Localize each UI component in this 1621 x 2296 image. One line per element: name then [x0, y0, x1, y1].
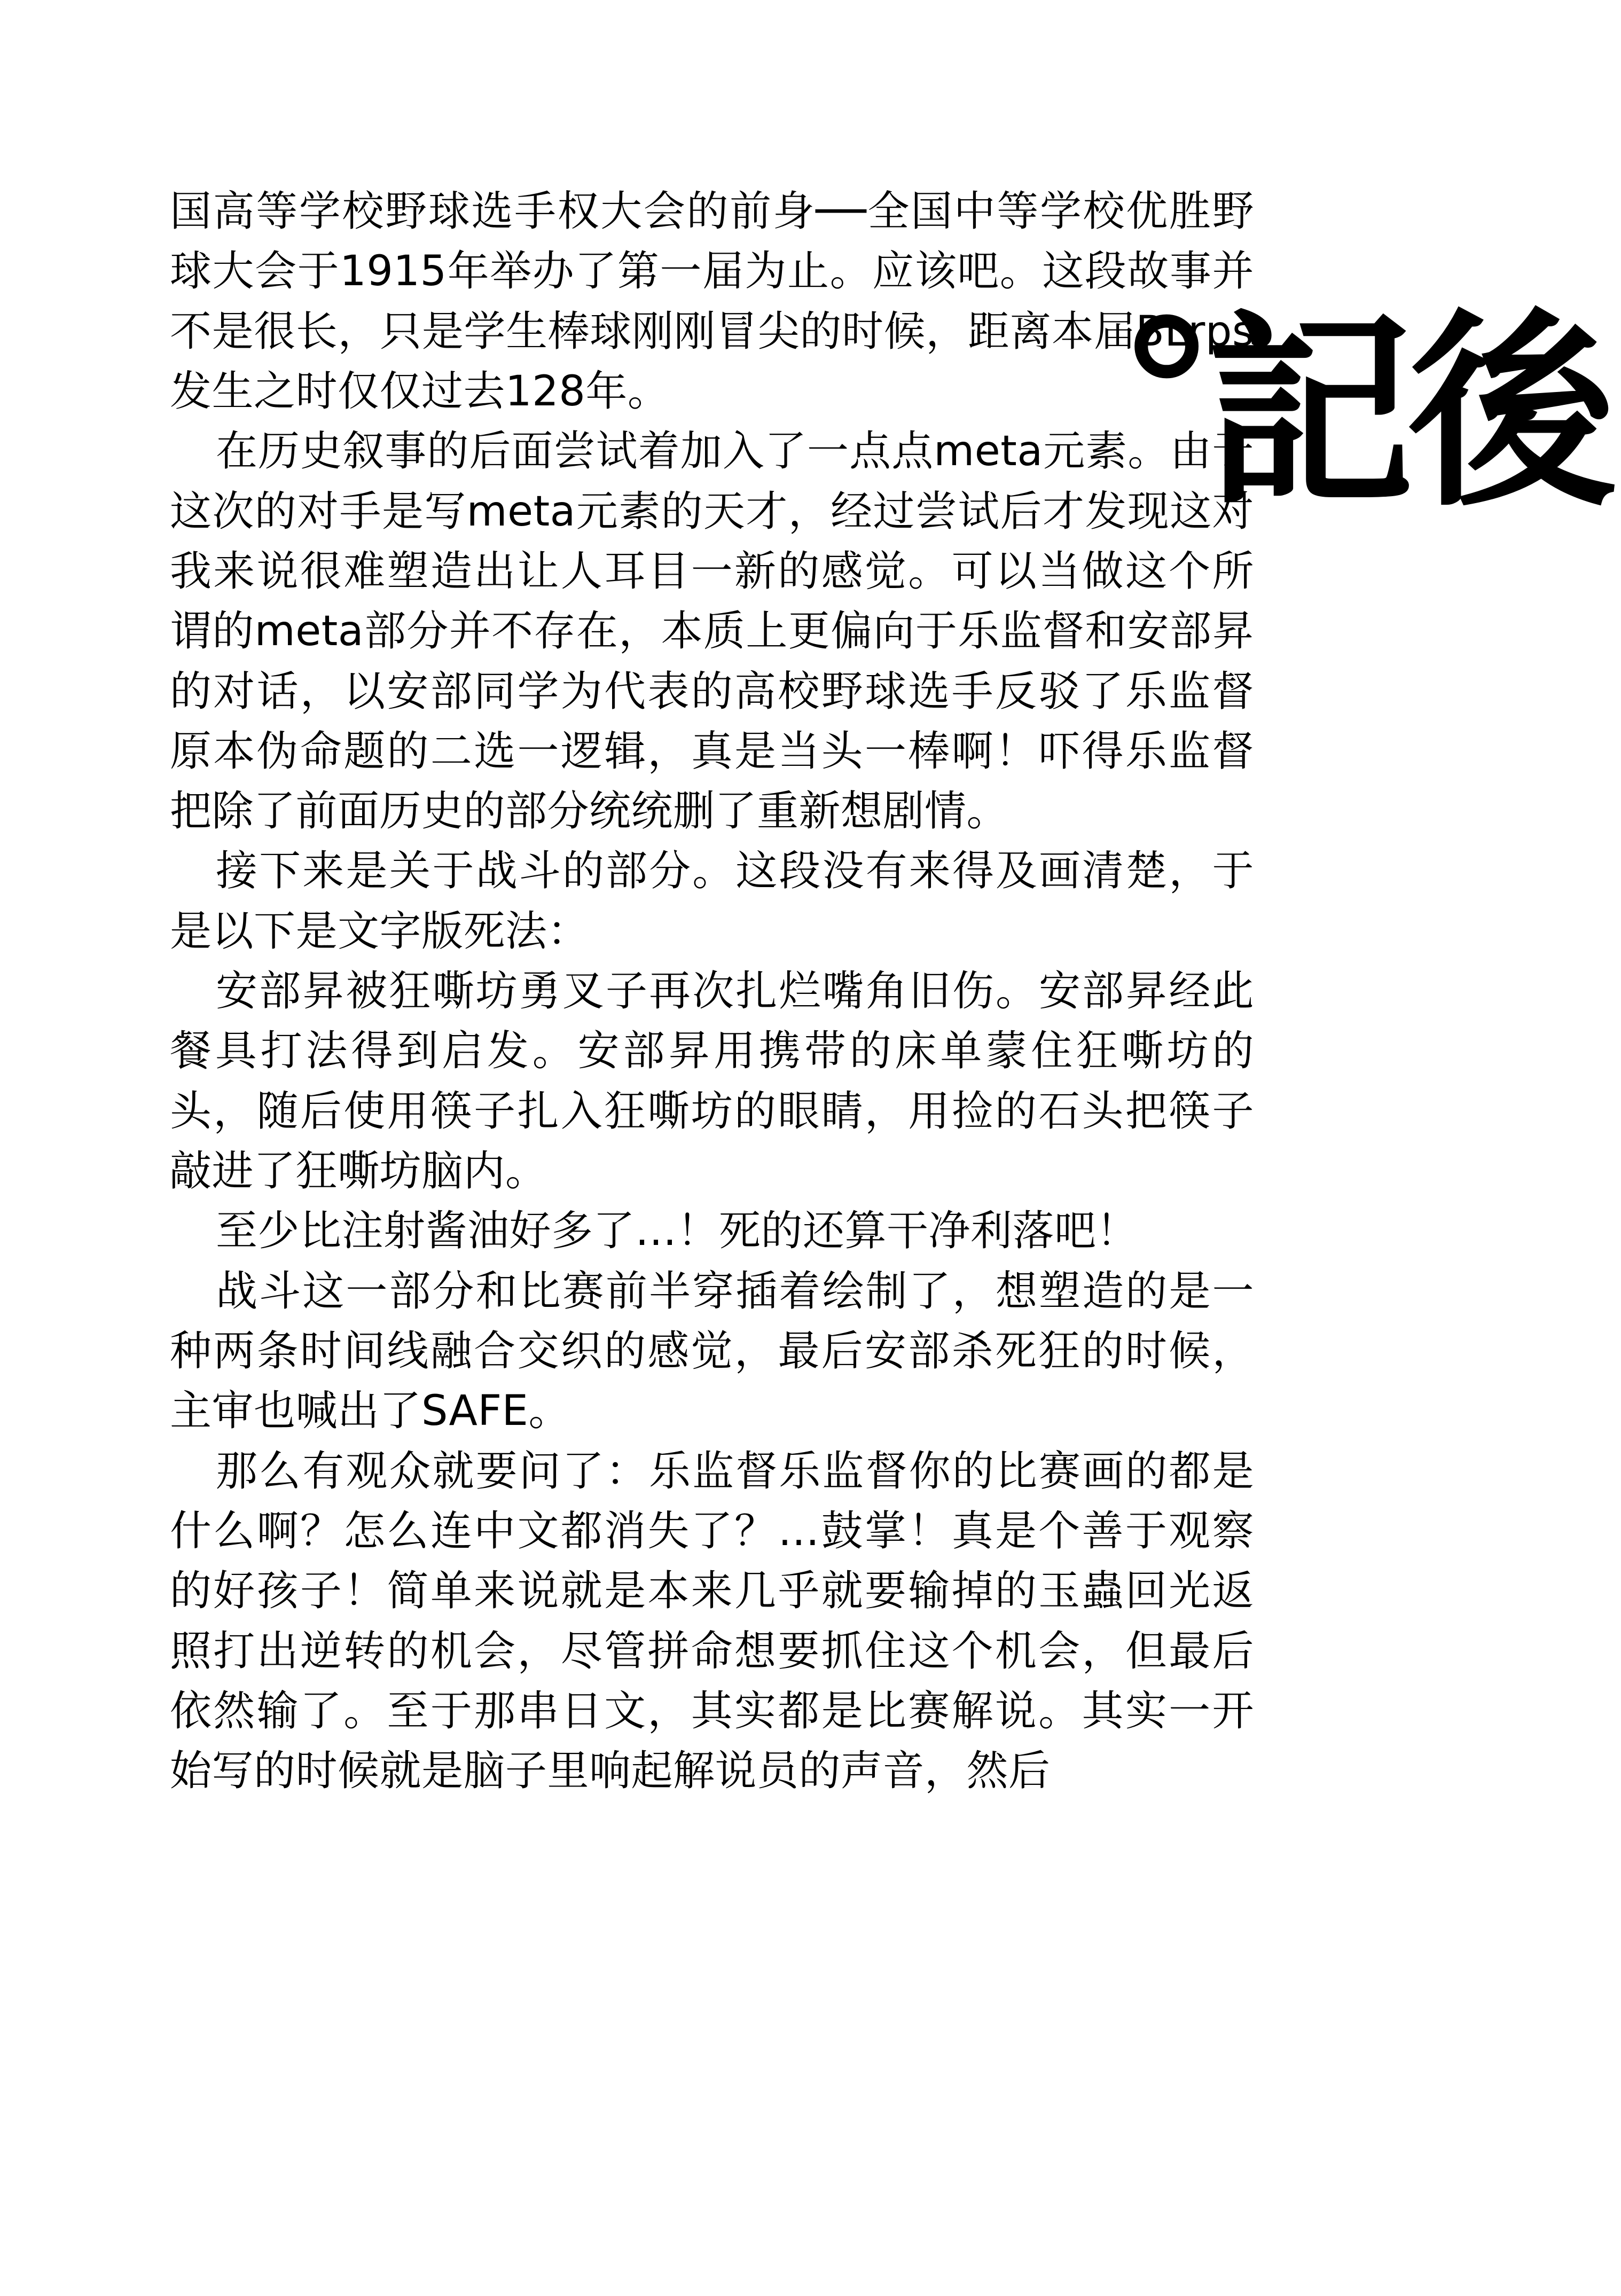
paragraph-7: 那么有观众就要问了：乐监督乐监督你的比赛画的都是什么啊？怎么连中文都消失了？…鼓掌！真是个善于观察的好孩子！简单来说就是本来几乎就要输掉的玉蟲回光返照打出逆转的机会，尽管拼命想要抓住这个机会，但最后依然输了。至于那串日文，其实都是比赛解说。其实一开始写的时候就是脑子里响起解说员的声音，然后	[170, 1447, 1254, 1796]
afterword-body	[170, 182, 1254, 1801]
title-char-2: 記	[1171, 302, 1414, 510]
paragraph-1: 国高等学校野球选手权大会的前身──全国中等学校优胜野球大会于1915年举办了第一届为止。应该吧。这段故事并不是很长，只是学生棒球刚刚冒尖的时候，距离本届BLrps发生之时仅仅过去128年。	[170, 187, 1254, 416]
paragraph-4: 安部昇被狂嘶坊勇叉子再次扎烂嘴角旧伤。安部昇经此餐具打法得到启发。安部昇用携带的床单蒙住狂嘶坊的头，随后使用筷子扎入狂嘶坊的眼睛，用捡的石头把筷子敲进了狂嘶坊脑内。	[170, 967, 1254, 1195]
paragraph-2: 在历史叙事的后面尝试着加入了一点点meta元素。由于这次的对手是写meta元素的天才，经过尝试后才发现这对我来说很难塑造出让人耳目一新的感觉。可以当做这个所谓的meta部分并不存在，本质上更偏向于乐监督和安部昇的对话，以安部同学为代表的高校野球选手反驳了乐监督原本伪命题的二选一逻辑，真是当头一棒啊！吓得乐监督把除了前面历史的部分统统删了重新想剧情。	[170, 427, 1254, 836]
title-char-3: 。	[969, 302, 1212, 510]
paragraph-5: 至少比注射酱油好多了…！死的还算干净利落吧！	[216, 1207, 1139, 1256]
page-title-vertical	[969, 5, 1616, 806]
title-char-1: 後	[1373, 302, 1616, 510]
paragraph-6: 战斗这一部分和比赛前半穿插着绘制了，想塑造的是一种两条时间线融合交织的感觉，最后安部杀死狂的时候，主审也喊出了SAFE。	[170, 1267, 1254, 1436]
paragraph-3: 接下来是关于战斗的部分。这段没有来得及画清楚，于是以下是文字版死法：	[170, 847, 1254, 955]
